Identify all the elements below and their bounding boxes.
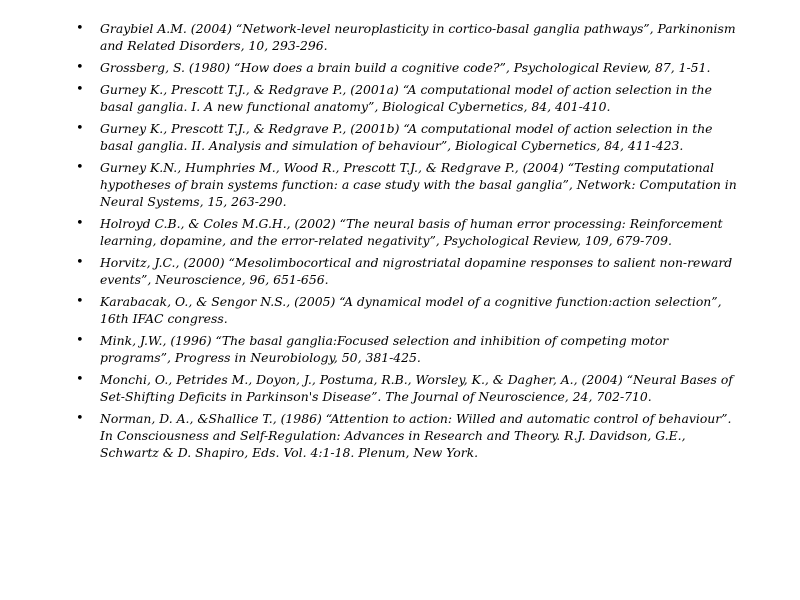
reference-text: Gurney K., Prescott T.J., & Redgrave P., (2001a) “A computational model of action selection in the basal ganglia. I. A new functional anatomy”, Biological Cybernetics, 84, 401-410. xyxy=(100,81,712,114)
reference-item xyxy=(72,120,740,154)
reference-text: Monchi, O., Petrides M., Doyon, J., Postuma, R.B., Worsley, K., & Dagher, A., (2004) “Neural Bases of Set-Shifting Deficits in Parkinson's Disease”. The Journal of Neuroscience, 24, 702-710. xyxy=(100,372,733,405)
bullet-icon: • xyxy=(76,216,84,231)
reference-text: Grossberg, S. (1980) “How does a brain build a cognitive code?”, Psychological Review, 87, 1-51. xyxy=(100,60,711,75)
bullet-icon: • xyxy=(76,333,84,348)
reference-item xyxy=(72,371,740,405)
reference-item xyxy=(72,332,740,366)
reference-item xyxy=(72,59,740,76)
reference-text: Gurney K., Prescott T.J., & Redgrave P., (2001b) “A computational model of action selection in the basal ganglia. II. Analysis and simulation of behaviour”, Biological Cybernetics, 84, 411-423. xyxy=(100,120,713,153)
reference-item xyxy=(72,159,740,211)
bullet-icon: • xyxy=(76,411,84,426)
reference-item xyxy=(72,215,740,249)
reference-item xyxy=(72,254,740,288)
reference-item xyxy=(72,20,740,54)
reference-item xyxy=(72,81,740,115)
reference-text: Gurney K.N., Humphries M., Wood R., Prescott T.J., & Redgrave P., (2004) “Testing computational hypotheses of brain systems function: a case study with the basal ganglia”, Network: Computation in Neural Systems, 15, 263-290. xyxy=(100,159,737,210)
reference-item xyxy=(72,293,740,327)
bullet-icon: • xyxy=(76,294,84,309)
bullet-icon: • xyxy=(76,255,84,270)
reference-text: Karabacak, O., & Sengor N.S., (2005) “A dynamical model of a cognitive function:action selection”, 16th IFAC congress. xyxy=(100,294,722,327)
reference-item xyxy=(72,410,740,462)
reference-text: Holroyd C.B., & Coles M.G.H., (2002) “The neural basis of human error processing: Reinforcement learning, dopamine, and the error-related negativity”, Psychological Review, 109, 679-709. xyxy=(100,216,723,249)
reference-list xyxy=(72,20,740,466)
bullet-icon: • xyxy=(76,81,84,97)
bullet-icon: • xyxy=(76,120,84,136)
bullet-icon: • xyxy=(76,21,84,36)
reference-text: Horvitz, J.C., (2000) “Mesolimbocortical and nigrostriatal dopamine responses to salient non-reward events”, Neuroscience, 96, 651-656. xyxy=(100,255,733,288)
bullet-icon: • xyxy=(76,60,84,75)
bullet-icon: • xyxy=(76,372,84,387)
reference-text: Norman, D. A., &Shallice T., (1986) “Attention to action: Willed and automatic control of behaviour”. In Consciousness and Self-Regulation: Advances in Research and Theory. R.J. Davidson, G.E., Schwartz & D. Shapiro, Eds. Vol. 4:1-18. Plenum, New York. xyxy=(100,411,732,461)
reference-text: Mink, J.W., (1996) “The basal ganglia:Focused selection and inhibition of competing motor programs”, Progress in Neurobiology, 50, 381-425. xyxy=(100,333,669,366)
reference-text: Graybiel A.M. (2004) “Network-level neuroplasticity in cortico-basal ganglia pathways”, Parkinonism and Related Disorders, 10, 293-296. xyxy=(100,21,736,54)
bullet-icon: • xyxy=(76,159,84,175)
